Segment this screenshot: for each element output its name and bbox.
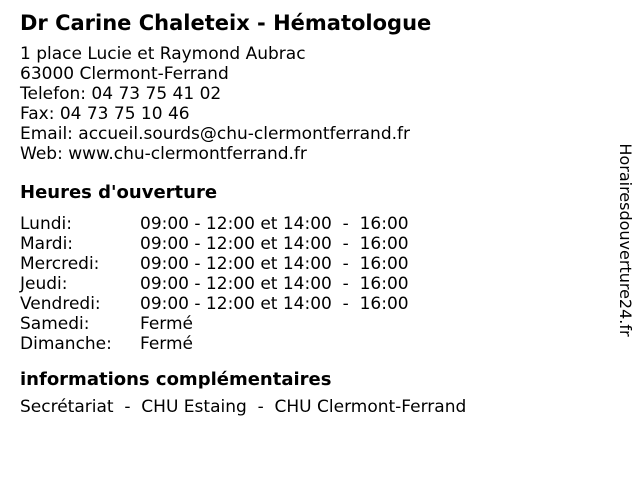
day-label: Vendredi: xyxy=(20,294,101,314)
additional-info-text: Secrétariat - CHU Estaing - CHU Clermont-Ferrand xyxy=(20,397,467,417)
fax-line: Fax: 04 73 75 10 46 xyxy=(20,104,190,124)
opening-hours-heading: Heures d'ouverture xyxy=(20,182,218,203)
watermark-site-name: Horairesdouverture24.fr xyxy=(616,143,635,337)
day-label: Jeudi: xyxy=(20,274,68,294)
email-line: Email: accueil.sourds@chu-clermontferrand.fr xyxy=(20,124,410,144)
day-hours: 09:00 - 12:00 et 14:00 - 16:00 xyxy=(140,254,409,274)
additional-info-heading: informations complémentaires xyxy=(20,369,332,390)
day-hours: 09:00 - 12:00 et 14:00 - 16:00 xyxy=(140,294,409,314)
day-hours: 09:00 - 12:00 et 14:00 - 16:00 xyxy=(140,214,409,234)
hours-row-saturday xyxy=(20,314,600,334)
address-line-city: 63000 Clermont-Ferrand xyxy=(20,64,229,84)
day-label: Samedi: xyxy=(20,314,90,334)
website-line: Web: www.chu-clermontferrand.fr xyxy=(20,144,307,164)
phone-line: Telefon: 04 73 75 41 02 xyxy=(20,84,222,104)
day-label: Lundi: xyxy=(20,214,72,234)
day-label: Mercredi: xyxy=(20,254,100,274)
hours-row-thursday xyxy=(20,274,600,294)
contact-block xyxy=(20,44,600,164)
hours-row-wednesday xyxy=(20,254,600,274)
page-title: Dr Carine Chaleteix - Hématologue xyxy=(20,11,432,35)
day-hours: 09:00 - 12:00 et 14:00 - 16:00 xyxy=(140,274,409,294)
hours-row-friday xyxy=(20,294,600,314)
hours-row-monday xyxy=(20,214,600,234)
hours-row-sunday xyxy=(20,334,600,354)
day-hours: Fermé xyxy=(140,314,194,334)
day-hours: 09:00 - 12:00 et 14:00 - 16:00 xyxy=(140,234,409,254)
opening-hours-table xyxy=(20,214,600,354)
hours-row-tuesday xyxy=(20,234,600,254)
day-label: Dimanche: xyxy=(20,334,112,354)
day-label: Mardi: xyxy=(20,234,74,254)
address-line-street: 1 place Lucie et Raymond Aubrac xyxy=(20,44,306,64)
day-hours: Fermé xyxy=(140,334,194,354)
